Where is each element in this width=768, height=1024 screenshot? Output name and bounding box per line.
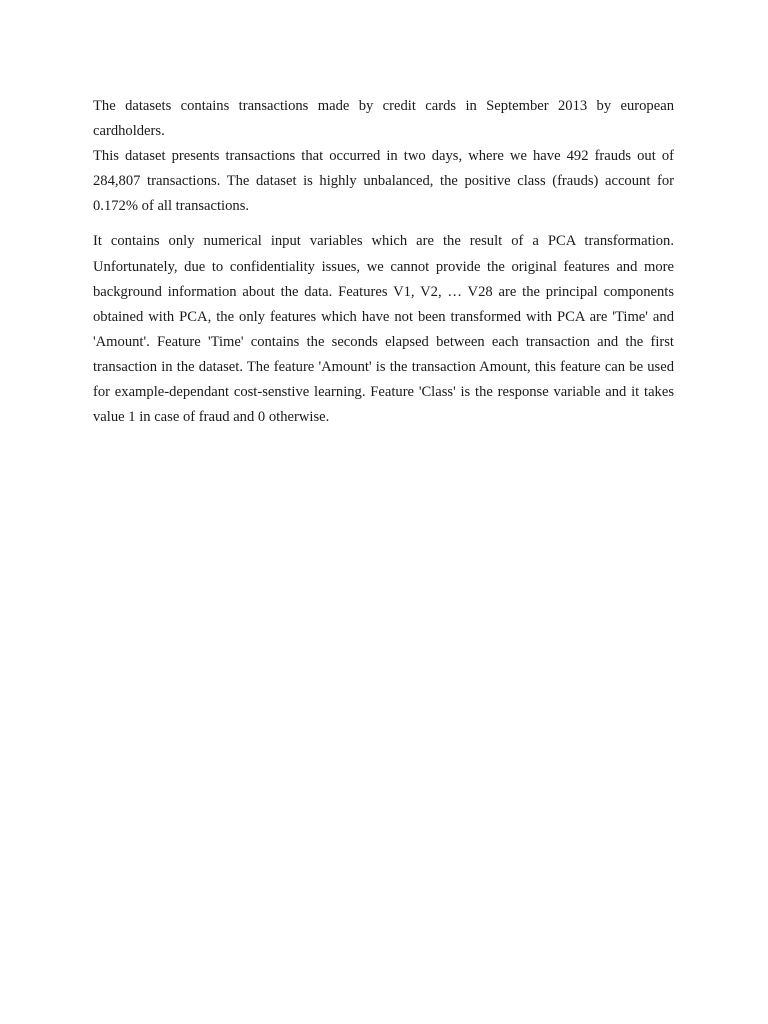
document-body (93, 94, 674, 430)
paragraph-features-description: It contains only numerical input variables which are the result of a PCA transformation. Unfortunately, due to confidentiality issues, we cannot provide the original features and more background information about the data. Features V1, V2, … V28 are the principal components obtained with PCA, the only features which have not been transformed with PCA are 'Time' and 'Amount'. Feature 'Time' contains the seconds elapsed between each transaction and the first transaction in the dataset. The feature 'Amount' is the transaction Amount, this feature can be used for example-dependant cost-senstive learning. Feature 'Class' is the response variable and it takes value 1 in case of fraud and 0 otherwise. (93, 233, 674, 426)
paragraph-dataset-intro: The datasets contains transactions made by credit cards in September 2013 by european cardholders. (93, 98, 674, 140)
paragraph-fraud-statistics: This dataset presents transactions that occurred in two days, where we have 492 frauds out of 284,807 transactions. The dataset is highly unbalanced, the positive class (frauds) account for 0.172% of all transactions. (93, 148, 674, 215)
